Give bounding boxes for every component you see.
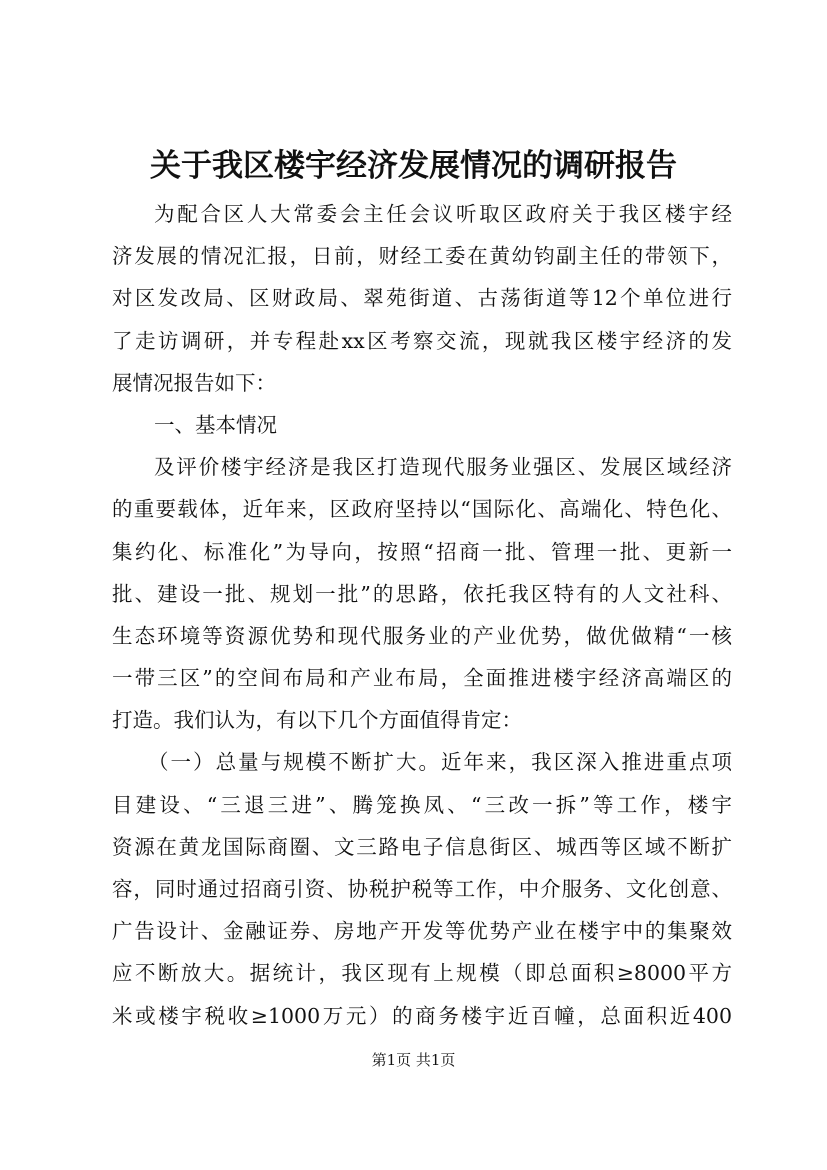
body-line: 容，同时通过招商引资、协税护税等工作，中介服务、文化创意、 (112, 877, 732, 901)
document-title: 关于我区楼宇经济发展情况的调研报告 (150, 148, 677, 184)
body-line: 为配合区人大常委会主任会议听取区政府关于我区楼宇经 (154, 202, 732, 226)
page-footer: 第1页 共1页 (371, 1051, 456, 1069)
body-line: 集约化、标准化”为导向，按照“招商一批、管理一批、更新一 (112, 539, 732, 564)
body-line: 目建设、“三退三进”、腾笼换凤、“三改一拆”等工作，楼宇 (112, 792, 732, 817)
body-line: 广告设计、金融证券、房地产开发等优势产业在楼宇中的集聚效 (112, 919, 732, 944)
body-line: 展情况报告如下： (112, 370, 276, 395)
document-body (112, 193, 732, 1037)
body-line: 及评价楼宇经济是我区打造现代服务业强区、发展区域经济 (154, 455, 732, 480)
body-line: 打造。我们认为，有以下几个方面值得肯定： (112, 708, 522, 733)
body-line: 米或楼宇税收≥1000万元）的商务楼宇近百幢，总面积近400 (112, 1003, 732, 1028)
body-line: 济发展的情况汇报，日前，财经工委在黄幼钧副主任的带领下， (112, 244, 732, 269)
body-line: 资源在黄龙国际商圈、文三路电子信息街区、城西等区域不断扩 (112, 834, 732, 859)
body-line: 一带三区”的空间布局和产业布局，全面推进楼宇经济高端区的 (112, 666, 732, 691)
body-line: 了走访调研，并专程赴xx区考察交流，现就我区楼宇经济的发 (112, 328, 732, 353)
body-line: 批、建设一批、规划一批”的思路，依托我区特有的人文社科、 (112, 581, 732, 606)
body-line: 的重要载体，近年来，区政府坚持以“国际化、高端化、特色化、 (112, 497, 732, 522)
body-line: （一）总量与规模不断扩大。近年来，我区深入推进重点项 (148, 750, 732, 775)
body-line: 对区发改局、区财政局、翠苑街道、古荡街道等12个单位进行 (112, 286, 732, 311)
body-line: 应不断放大。据统计，我区现有上规模（即总面积≥8000平方 (112, 961, 732, 986)
section-heading: 一、基本情况 (154, 412, 277, 437)
body-line: 生态环境等资源优势和现代服务业的产业优势，做优做精“一核 (112, 623, 732, 648)
